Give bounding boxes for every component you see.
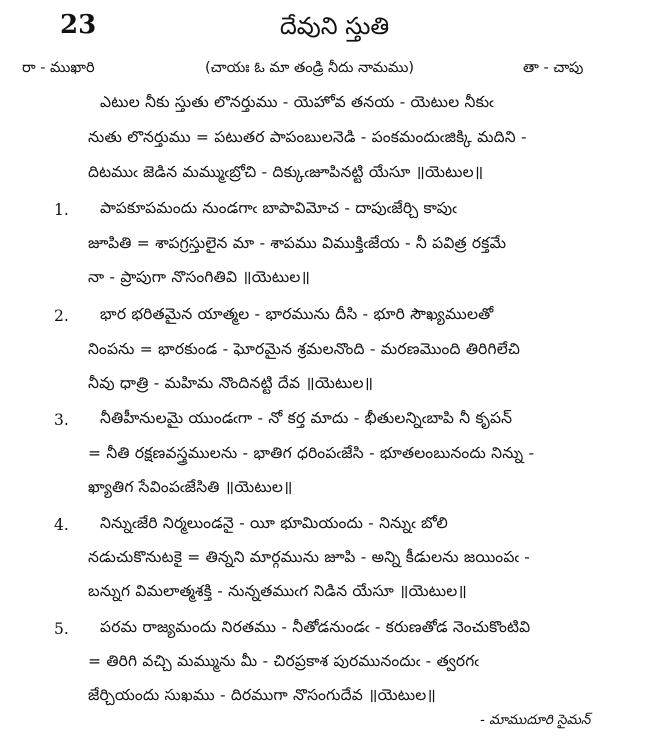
raga-label: రా - ముఖారి [22, 60, 95, 76]
verse-line: పాపకూపమందు నుండగాఁ బాపావిమోచ - దాపుఁజేర్చి కాపుఁ [100, 199, 457, 217]
chaya-label: (చాయః ఓ మా తండ్రి నీదు నామము) [205, 60, 414, 76]
hymn-title: దేవుని స్తుతి [279, 12, 390, 40]
page-number: 23 [60, 10, 97, 40]
verse-line: బన్నుగ విమలాత్మశక్తి - నున్నతముఁగ నిడిన యేసూ ॥యెటుల॥ [88, 582, 467, 600]
verse-line: నడుచుకొనుటకై = తిన్నని మార్గమును జూపి - అన్ని కీడులను జయింపఁ - [88, 548, 531, 566]
verse-line: జేర్చియందు సుఖము - దిరముగా నొసంగుదేవ ॥యెటుల॥ [88, 686, 436, 704]
verse-line: పరమ రాజ్యమందు నిరతము - నీతోడనుండఁ - కరుణతోడ నెంచుకొంటివి [100, 618, 531, 636]
pallavi-line: ఎటుల నీకు స్తుతు లొనర్తుము - యెహోవ తనయ - యెటుల నీకుఁ [100, 93, 494, 111]
verse-line: నిన్నుఁజేరి నిర్మలుండనై - యీ భూమియందు - నిన్నుఁ బోలి [100, 514, 448, 532]
verse-line: నీవు ధాత్రి - మహిమ నొందినట్టి దేవ ॥యెటుల॥ [88, 374, 374, 392]
verse-line: నీతిహీనులమై యుండఁగా - నో కర్త మాదు - భీతులన్నిఁబాపి నీ కృపన్ [100, 409, 513, 427]
verse-number: 1. [54, 201, 69, 219]
verse-number: 3. [54, 411, 69, 429]
verse-number: 2. [54, 307, 69, 325]
verse-line: = తిరిగి వచ్చి మమ్మును మీ - చిరప్రకాశ పురమునందుఁ - త్వరగఁ [88, 652, 480, 670]
verse-number: 5. [54, 620, 69, 638]
verse-line: నా - ప్రాపుగా నొసంగితివి ॥యెటుల॥ [88, 268, 311, 286]
pallavi-line: దిటముఁ జెడిన మమ్ముఁబ్రోచి - దిక్కుఁజూపినట్టి యేసూ ॥యెటుల॥ [88, 163, 484, 181]
verse-line: జూపితి = శాపగ్రస్తులైన మా - శాపము విముక్తిఁజేయ - నీ పవిత్ర రక్తమే [88, 234, 507, 252]
author-signature: - మాముదూరి సైమన్ [480, 712, 591, 728]
verse-number: 4. [54, 516, 69, 534]
verse-line: ఖ్యాతిగ సేవింపఁజేసితి ॥యెటుల॥ [88, 478, 293, 496]
tala-label: తా - చాపు [523, 60, 584, 76]
verse-line: నింపను = భారకుండ - ఘోరమైన శ్రమలనొంది - మరణమొంది తిరిగిలేచి [88, 340, 521, 358]
verse-line: = నీతి రక్షణవస్త్రములను - భాతిగ ధరింపఁజేసి - భూతలంబునందు నిన్ను - [88, 444, 535, 462]
pallavi-line: నుతు లొనర్తుము = పటుతర పాపంబులనెడి - పంకమందుఁజిక్కి మదిని - [88, 128, 527, 146]
verse-line: భార భరితమైన యాత్మల - భారమును దీసి - భూరి సౌఖ్యములతో [100, 305, 494, 323]
